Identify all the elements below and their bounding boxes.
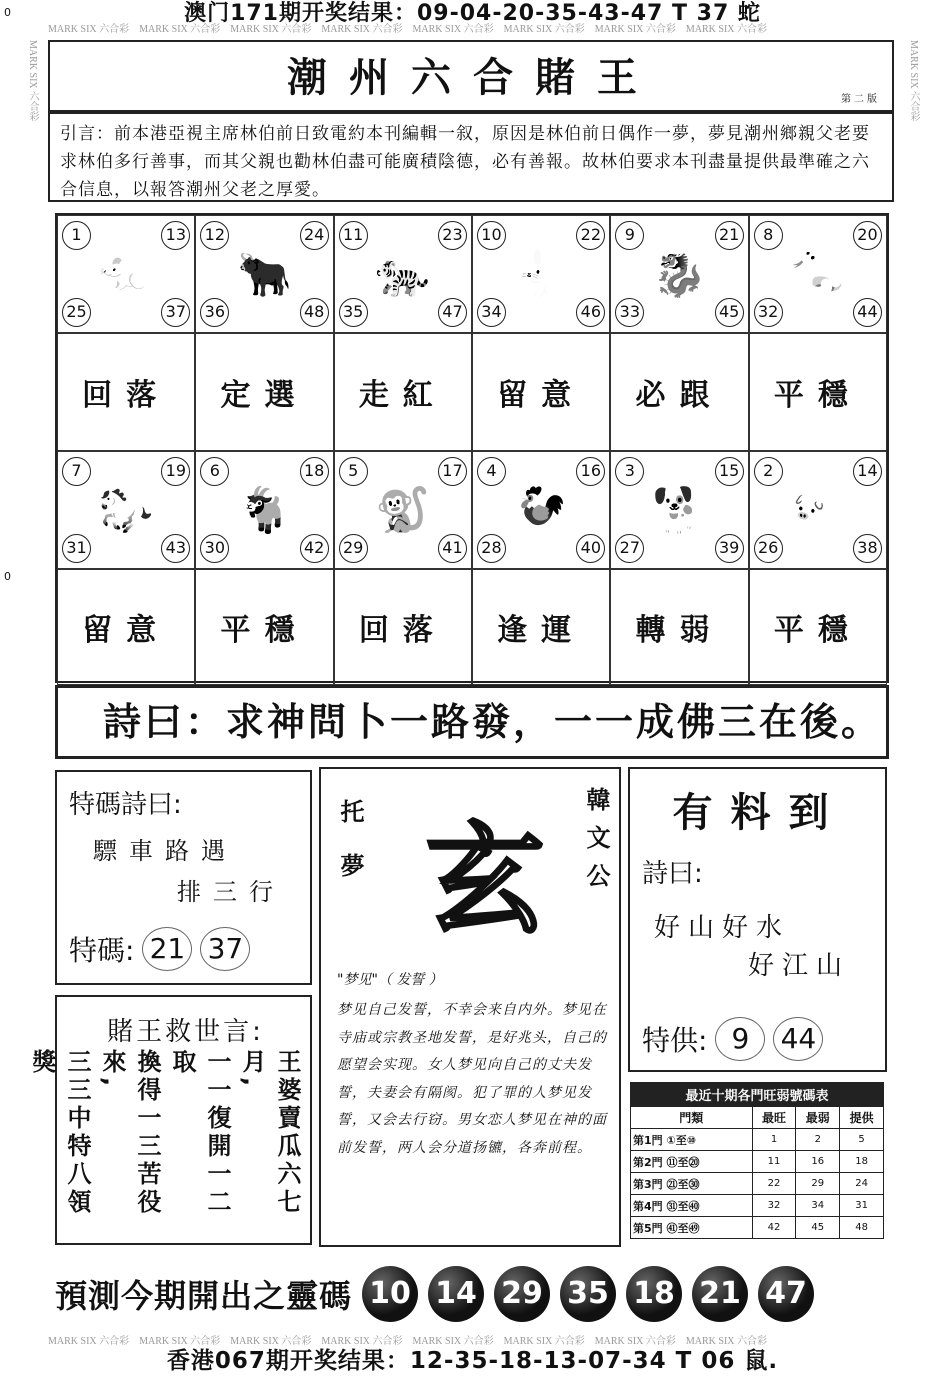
zodiac-number: 25 xyxy=(62,298,91,327)
tema-code: 21 xyxy=(142,927,192,971)
zodiac-animal-icon: 🐎 xyxy=(98,485,154,536)
zodiac-animal-icon: 🐂 xyxy=(237,249,292,300)
zodiac-cell xyxy=(749,451,887,569)
zodiac-number: 26 xyxy=(754,534,783,563)
watermark-text: MARK SIX 六合彩 xyxy=(685,24,767,34)
zodiac-number: 24 xyxy=(300,221,329,250)
watermark-text: MARK SIX 六合彩 xyxy=(685,1336,767,1346)
margin-mark: 0 xyxy=(4,6,11,19)
zodiac-number: 43 xyxy=(161,534,190,563)
dream-right-label: 韓文公 xyxy=(582,787,610,901)
zodiac-animal-icon: 🐉 xyxy=(652,249,707,300)
table-cell: 5 xyxy=(840,1129,884,1151)
zodiac-phrase-cell xyxy=(472,333,610,451)
save-column: 三三中特八領獎 xyxy=(28,1049,91,1217)
watermark-bottom xyxy=(48,1332,908,1346)
zodiac-number: 20 xyxy=(853,221,882,250)
zodiac-number: 36 xyxy=(200,298,229,327)
table-header: 門類 xyxy=(631,1107,753,1129)
zodiac-animal-icon: 🐇 xyxy=(513,249,569,300)
watermark-text: MARK SIX 六合彩 xyxy=(48,24,130,34)
tema-line-1: 驃車路遇 xyxy=(93,837,237,865)
zodiac-number: 30 xyxy=(200,534,229,563)
zodiac-number: 12 xyxy=(200,221,229,250)
zodiac-animal-icon: 🐕 xyxy=(652,485,707,536)
table-cell: 42 xyxy=(752,1217,796,1239)
watermark-text: MARK SIX 六合彩 xyxy=(48,1336,130,1346)
table-cell: 45 xyxy=(796,1217,840,1239)
table-cell: 第1門 ①至⑩ xyxy=(631,1129,753,1151)
zodiac-phrase: 平穩 xyxy=(220,613,309,648)
watermark-text: MARK SIX 六合彩 xyxy=(139,24,221,34)
table-header: 最旺 xyxy=(752,1107,796,1129)
poem-banner: 詩曰：求神問卜一路發，一一成佛三在後。 xyxy=(55,685,889,759)
save-column: 一一復開一二取 xyxy=(168,1049,231,1217)
zodiac-number: 14 xyxy=(853,457,882,486)
zodiac-number: 16 xyxy=(576,457,605,486)
prediction-balls xyxy=(352,1266,814,1322)
lucky-ball: 14 xyxy=(428,1266,484,1322)
watermark-text: MARK SIX 六合彩 xyxy=(230,1336,312,1346)
zodiac-number: 40 xyxy=(576,534,605,563)
zodiac-phrase-cell xyxy=(195,333,333,451)
zodiac-phrase-cell xyxy=(610,569,748,685)
lucky-ball: 47 xyxy=(758,1266,814,1322)
table-cell: 第3門 ㉑至㉚ xyxy=(631,1173,753,1195)
zodiac-number: 37 xyxy=(161,298,190,327)
zodiac-number: 29 xyxy=(339,534,368,563)
zodiac-phrase-cell xyxy=(334,333,472,451)
save-world-box xyxy=(28,995,312,1245)
table-row xyxy=(631,1173,884,1195)
zodiac-number: 5 xyxy=(339,457,368,486)
zodiac-phrase: 回落 xyxy=(358,613,447,648)
zodiac-phrase-cell xyxy=(610,333,748,451)
table-header: 最弱 xyxy=(796,1107,840,1129)
zodiac-phrase-cell xyxy=(57,569,195,685)
zodiac-number: 32 xyxy=(754,298,783,327)
zodiac-phrase-cell xyxy=(57,333,195,451)
zodiac-number: 48 xyxy=(300,298,329,327)
zodiac-phrase: 轉弱 xyxy=(635,613,724,648)
zodiac-number: 3 xyxy=(615,457,644,486)
lucky-ball: 35 xyxy=(560,1266,616,1322)
zodiac-number: 15 xyxy=(715,457,744,486)
zodiac-cell xyxy=(610,215,748,333)
lucky-ball: 18 xyxy=(626,1266,682,1322)
zodiac-phrase-cell xyxy=(472,569,610,685)
lucky-ball: 29 xyxy=(494,1266,550,1322)
zodiac-animal-icon: 🐀 xyxy=(98,249,154,300)
zodiac-phrase-cell xyxy=(195,569,333,685)
table-cell: 34 xyxy=(796,1195,840,1217)
table-row xyxy=(631,1217,884,1239)
zodiac-number: 23 xyxy=(438,221,467,250)
table-cell: 31 xyxy=(840,1195,884,1217)
tema-box xyxy=(55,770,312,985)
have-box xyxy=(628,767,887,1072)
zodiac-number: 11 xyxy=(339,221,368,250)
zodiac-phrase-cell xyxy=(749,333,887,451)
bottom-result-banner: 香港067期开奖结果：12-35-18-13-07-34 T 06 鼠. xyxy=(166,1348,779,1374)
zodiac-number: 21 xyxy=(715,221,744,250)
zodiac-phrase-cell xyxy=(334,569,472,685)
zodiac-phrase-cell xyxy=(749,569,887,685)
zodiac-number: 31 xyxy=(62,534,91,563)
table-cell: 48 xyxy=(840,1217,884,1239)
zodiac-phrase: 走紅 xyxy=(358,378,447,413)
watermark-text: MARK SIX 六合彩 xyxy=(321,1336,403,1346)
table-row xyxy=(631,1151,884,1173)
save-column: 換得一三苦役來, xyxy=(98,1049,161,1217)
prediction-label: 預測今期開出之靈碼 xyxy=(55,1277,353,1315)
have-label: 詩曰: xyxy=(642,859,703,889)
zodiac-number: 45 xyxy=(715,298,744,327)
zodiac-number: 17 xyxy=(438,457,467,486)
table-cell: 18 xyxy=(840,1151,884,1173)
table-cell: 22 xyxy=(752,1173,796,1195)
zodiac-animal-icon: 🐐 xyxy=(237,485,292,536)
zodiac-phrase: 平穩 xyxy=(773,613,862,648)
tema-code-label: 特碼: xyxy=(69,934,135,967)
zodiac-number: 44 xyxy=(853,298,882,327)
intro-text: 引言：前本港亞視主席林伯前日致電約本刊編輯一叙，原因是林伯前日偶作一夢，夢見潮州鄉親父老要求林伯多行善事，而其父親也勸林伯盡可能廣積陰德，必有善報。故林伯要求本刊盡量提供最準確之六合信息，以報答潮州父老之厚愛。 xyxy=(48,112,894,202)
zodiac-number: 28 xyxy=(477,534,506,563)
watermark-text: MARK SIX 六合彩 xyxy=(321,24,403,34)
have-line-2: 好江山 xyxy=(748,951,851,981)
zodiac-animal-icon: 🐍 xyxy=(790,249,846,300)
watermark-top xyxy=(48,20,908,34)
table-cell: 第2門 ⑪至⑳ xyxy=(631,1151,753,1173)
zodiac-number: 46 xyxy=(576,298,605,327)
have-specials xyxy=(642,1017,823,1061)
zodiac-number: 10 xyxy=(477,221,506,250)
table-cell: 24 xyxy=(840,1173,884,1195)
zodiac-number: 35 xyxy=(339,298,368,327)
dream-body: 梦见自己发誓，不幸会来自内外。梦见在寺庙或宗教圣地发誓，是好兆头，自己的愿望会实现。女人梦见向自己的丈夫发誓，夫妻会有隔阂。犯了罪的人梦见发誓，又会去行窃。男女恋人梦见在神的面前发誓，两人会分道扬镳，各奔前程。 xyxy=(337,1002,607,1156)
zodiac-number: 33 xyxy=(615,298,644,327)
zodiac-number: 4 xyxy=(477,457,506,486)
table-cell: 11 xyxy=(752,1151,796,1173)
dream-big-char: 玄 xyxy=(426,810,545,949)
lucky-ball: 21 xyxy=(692,1266,748,1322)
zodiac-phrase: 留意 xyxy=(82,613,171,648)
save-heading: 賭王救世言: xyxy=(107,1017,264,1047)
zodiac-number: 34 xyxy=(477,298,506,327)
zodiac-grid xyxy=(55,213,889,683)
watermark-text: MARK SIX 六合彩 xyxy=(139,1336,221,1346)
table-row xyxy=(631,1195,884,1217)
zodiac-number: 38 xyxy=(853,534,882,563)
dream-left-label: 托夢 xyxy=(336,799,364,907)
zodiac-number: 41 xyxy=(438,534,467,563)
tema-code: 37 xyxy=(200,927,250,971)
zodiac-cell xyxy=(472,215,610,333)
watermark-text: MARK SIX 六合彩 xyxy=(230,24,312,34)
zodiac-number: 9 xyxy=(615,221,644,250)
table-cell: 第5門 ㊶至㊾ xyxy=(631,1217,753,1239)
dream-box xyxy=(319,767,621,1247)
zodiac-cell xyxy=(334,215,472,333)
zodiac-cell xyxy=(749,215,887,333)
margin-mark: 0 xyxy=(4,570,11,583)
table-cell: 第4門 ㉛至㊵ xyxy=(631,1195,753,1217)
zodiac-number: 13 xyxy=(161,221,190,250)
prediction-row xyxy=(55,1258,889,1330)
zodiac-cell xyxy=(334,451,472,569)
zodiac-number: 7 xyxy=(62,457,91,486)
zodiac-number: 8 xyxy=(754,221,783,250)
watermark-text: MARK SIX 六合彩 xyxy=(412,1336,494,1346)
tema-line-2: 排三行 xyxy=(177,878,285,906)
table-cell: 1 xyxy=(752,1129,796,1151)
dream-title: "梦见"（ 发誓 ） xyxy=(337,972,443,988)
zodiac-phrase: 留意 xyxy=(497,378,586,413)
watermark-right xyxy=(905,40,921,1330)
watermark-text: MARK SIX 六合彩 xyxy=(27,40,38,122)
zodiac-number: 27 xyxy=(615,534,644,563)
zodiac-number: 19 xyxy=(161,457,190,486)
zodiac-phrase: 必跟 xyxy=(635,378,724,413)
save-columns xyxy=(28,1049,305,1239)
zodiac-number: 18 xyxy=(300,457,329,486)
zodiac-number: 39 xyxy=(715,534,744,563)
zodiac-number: 2 xyxy=(754,457,783,486)
watermark-text: MARK SIX 六合彩 xyxy=(908,40,919,122)
watermark-text: MARK SIX 六合彩 xyxy=(503,1336,585,1346)
zodiac-cell xyxy=(610,451,748,569)
top-result-banner: 澳门171期开奖结果：09-04-20-35-43-47 T 37 蛇 xyxy=(184,1,761,26)
special-number: 44 xyxy=(773,1017,823,1061)
watermark-text: MARK SIX 六合彩 xyxy=(412,24,494,34)
zodiac-phrase: 逢運 xyxy=(497,613,586,648)
zodiac-cell xyxy=(195,215,333,333)
zodiac-number: 1 xyxy=(62,221,91,250)
zodiac-cell xyxy=(195,451,333,569)
save-column: 王婆賣瓜六七月, xyxy=(238,1049,301,1217)
table-cell: 16 xyxy=(796,1151,840,1173)
have-heading: 有料到 xyxy=(672,790,847,836)
special-number: 9 xyxy=(715,1017,765,1061)
lucky-ball: 10 xyxy=(362,1266,418,1322)
gate-table xyxy=(630,1082,884,1239)
table-header: 提供 xyxy=(840,1107,884,1129)
zodiac-animal-icon: 🐓 xyxy=(513,485,569,536)
zodiac-number: 42 xyxy=(300,534,329,563)
table-cell: 29 xyxy=(796,1173,840,1195)
table-title: 最近十期各門旺弱號碼表 xyxy=(631,1083,884,1107)
zodiac-cell xyxy=(472,451,610,569)
watermark-text: MARK SIX 六合彩 xyxy=(594,1336,676,1346)
watermark-text: MARK SIX 六合彩 xyxy=(503,24,585,34)
edition-label: 第二版 xyxy=(841,94,880,105)
zodiac-cell xyxy=(57,451,195,569)
zodiac-number: 47 xyxy=(438,298,467,327)
page-title: 潮州六合賭王 xyxy=(287,54,659,101)
tema-codes xyxy=(69,927,298,971)
table-row xyxy=(631,1129,884,1151)
zodiac-number: 6 xyxy=(200,457,229,486)
masthead xyxy=(48,40,894,112)
tema-label: 特碼詩曰: xyxy=(69,790,182,820)
zodiac-phrase: 平穩 xyxy=(773,378,862,413)
zodiac-animal-icon: 🐖 xyxy=(790,485,846,536)
watermark-text: MARK SIX 六合彩 xyxy=(594,24,676,34)
special-label: 特供: xyxy=(642,1024,708,1057)
zodiac-cell xyxy=(57,215,195,333)
zodiac-phrase: 回落 xyxy=(82,378,171,413)
zodiac-animal-icon: 🐒 xyxy=(375,485,431,536)
zodiac-number: 22 xyxy=(576,221,605,250)
zodiac-animal-icon: 🐅 xyxy=(375,249,431,300)
zodiac-phrase: 定選 xyxy=(220,378,309,413)
table-cell: 32 xyxy=(752,1195,796,1217)
have-line-1: 好山好水 xyxy=(654,913,791,943)
table-cell: 2 xyxy=(796,1129,840,1151)
